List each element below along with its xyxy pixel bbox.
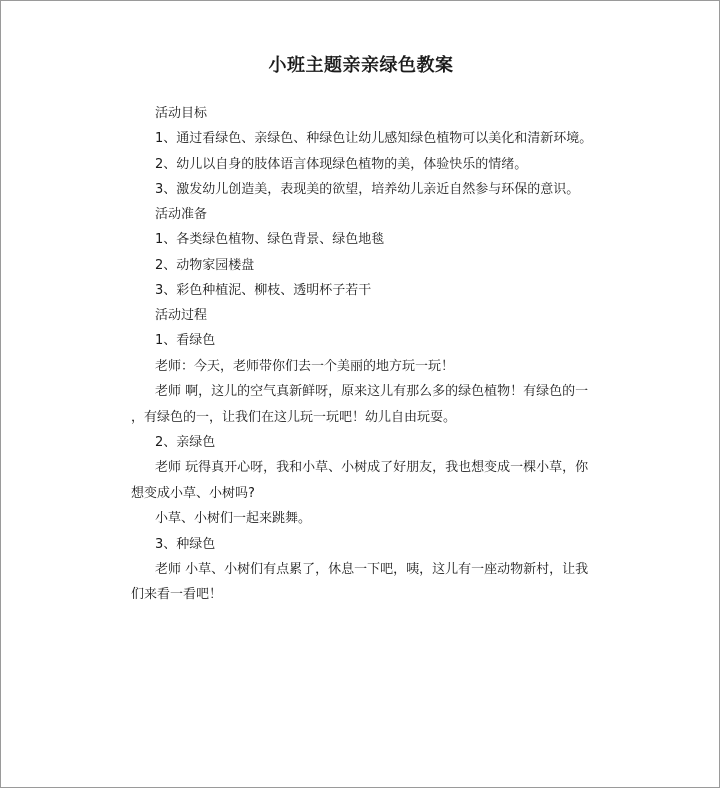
- process-step-3-text-1: 老师 小草、小树们有点累了，休息一下吧，咦，这儿有一座动物新村，让我: [155, 562, 589, 577]
- process-step-2-text-1: 老师 玩得真开心呀，我和小草、小树成了好朋友，我也想变成一棵小草，你: [155, 460, 589, 475]
- process-step-2-heading: 2、亲绿色: [155, 435, 216, 450]
- goal-item-2: 2、幼儿以自身的肢体语言体现绿色植物的美，体验快乐的情绪。: [155, 157, 528, 172]
- process-step-3-text-1-cont: 们来看一看吧！: [131, 587, 223, 602]
- preparation-item-1: 1、各类绿色植物、绿色背景、绿色地毯: [155, 232, 385, 247]
- preparation-item-2: 2、动物家园楼盘: [155, 258, 255, 273]
- document-title: 小班主题亲亲绿色教案: [268, 55, 454, 76]
- section-heading-goals: 活动目标: [155, 106, 208, 121]
- goal-item-3: 3、激发幼儿创造美，表现美的欲望，培养幼儿亲近自然参与环保的意识。: [155, 182, 580, 197]
- process-step-1-text-1: 老师：今天，老师带你们去一个美丽的地方玩一玩！: [155, 359, 455, 374]
- process-step-1-text-2: 老师 啊，这儿的空气真新鲜呀，原来这儿有那么多的绿色植物！有绿色的一: [155, 384, 589, 399]
- section-heading-process: 活动过程: [155, 308, 208, 323]
- process-step-3-heading: 3、种绿色: [155, 537, 216, 552]
- process-step-1-heading: 1、看绿色: [155, 333, 216, 348]
- process-step-1-text-2-cont: ，有绿色的一，让我们在这儿玩一玩吧！幼儿自由玩耍。: [131, 410, 457, 425]
- goal-item-1: 1、通过看绿色、亲绿色、种绿色让幼儿感知绿色植物可以美化和清新环境。: [155, 131, 593, 146]
- process-step-2-text-1-cont: 想变成小草、小树吗?: [131, 486, 255, 501]
- preparation-item-3: 3、彩色种植泥、柳枝、透明杯子若干: [155, 283, 372, 298]
- section-heading-preparation: 活动准备: [155, 207, 208, 222]
- process-step-2-text-2: 小草、小树们一起来跳舞。: [155, 511, 312, 526]
